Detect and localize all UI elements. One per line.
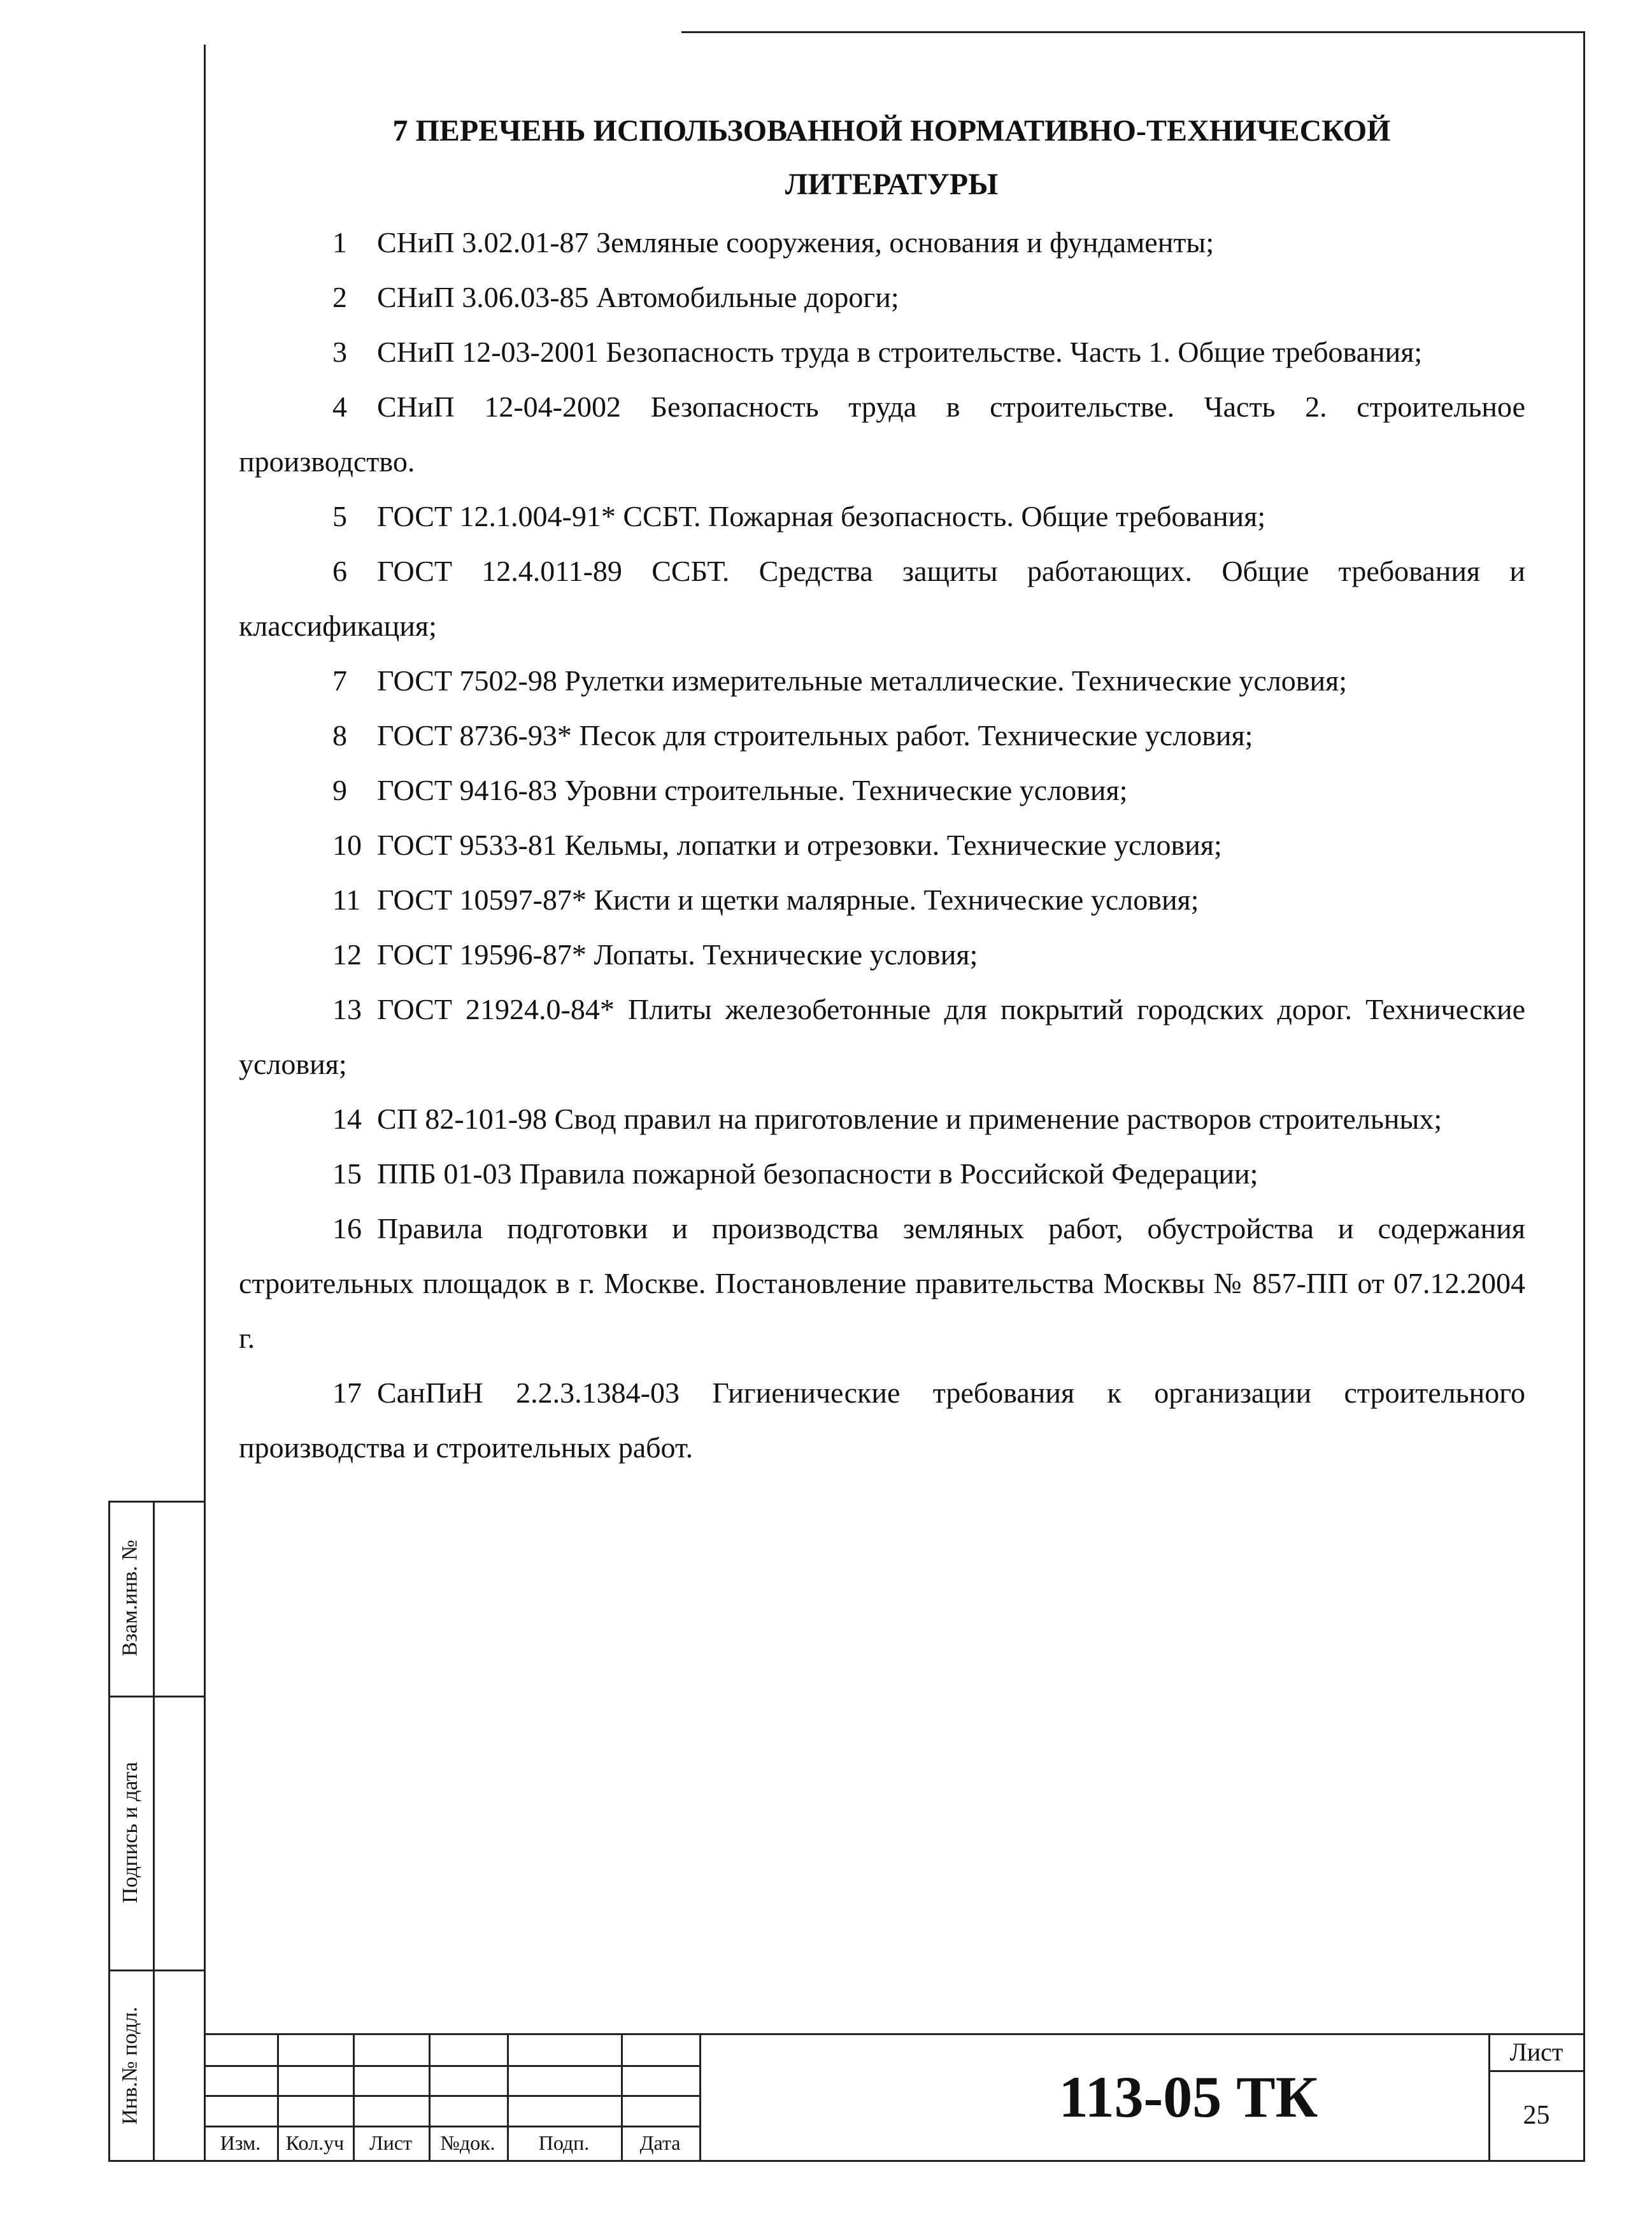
list-item — [239, 544, 1525, 654]
column-quantity: Кол.уч — [285, 2131, 345, 2154]
list-item — [239, 1366, 1525, 1475]
item-number: 13 — [332, 993, 362, 1026]
list-item — [239, 763, 1525, 818]
signature-date-label: Подпись и дата — [118, 1762, 142, 1903]
document-code: 113-05 ТК — [1058, 2064, 1318, 2129]
item-text: ГОСТ 9533-81 Кельмы, лопатки и отрезовки. Технические условия; — [377, 829, 1222, 861]
item-number: 16 — [332, 1212, 362, 1245]
item-number: 17 — [332, 1376, 362, 1409]
item-text: СанПиН 2.2.3.1384-03 Гигиенические требования к организации строительного производства и строительных работ. — [239, 1376, 1525, 1464]
frame-bottom-line — [108, 2160, 1584, 2162]
item-number: 6 — [332, 555, 347, 587]
frame-left-line — [204, 45, 206, 2161]
references-list — [239, 215, 1525, 1475]
sheet-number: 25 — [1523, 2100, 1550, 2130]
item-number: 1 — [332, 226, 347, 259]
item-text: ГОСТ 21924.0-84* Плиты железобетонные для покрытий городских дорог. Технические условия; — [239, 993, 1525, 1080]
item-number: 15 — [332, 1157, 362, 1190]
item-number: 5 — [332, 500, 347, 533]
list-item — [239, 873, 1525, 927]
item-text: ГОСТ 19596-87* Лопаты. Технические условия; — [377, 938, 978, 971]
column-change: Изм. — [220, 2131, 261, 2154]
list-item — [239, 708, 1525, 763]
column-date: Дата — [639, 2131, 681, 2154]
item-text: ГОСТ 12.1.004-91* ССБТ. Пожарная безопасность. Общие требования; — [377, 500, 1266, 533]
item-text: ГОСТ 9416-83 Уровни строительные. Технические условия; — [377, 774, 1128, 806]
column-doc-number: №док. — [440, 2131, 495, 2154]
item-number: 14 — [332, 1103, 362, 1135]
item-text: ППБ 01-03 Правила пожарной безопасности в Российской Федерации; — [377, 1157, 1258, 1190]
item-number: 10 — [332, 829, 362, 861]
item-text: СП 82-101-98 Свод правил на приготовление и применение растворов строительных; — [377, 1103, 1442, 1135]
item-text: ГОСТ 12.4.011-89 ССБТ. Средства защиты работающих. Общие требования и классификация; — [239, 555, 1525, 642]
item-number: 8 — [332, 719, 347, 752]
item-number: 12 — [332, 938, 362, 971]
list-item — [239, 325, 1525, 380]
list-item — [239, 215, 1525, 270]
frame-top-line — [681, 31, 1584, 33]
list-item — [239, 818, 1525, 873]
column-sheet: Лист — [369, 2131, 412, 2154]
section-heading: 7 ПЕРЕЧЕНЬ ИСПОЛЬЗОВАННОЙ НОРМАТИВНО-ТЕХНИЧЕСКОЙ — [392, 114, 1391, 148]
item-text: Правила подготовки и производства земляных работ, обустройства и содержания строительных площадок в г. Москве. Постановление правительства Москвы № 857-ПП от 07.12.2004 г. — [239, 1212, 1525, 1354]
list-item — [239, 1147, 1525, 1201]
sheet-label: Лист — [1509, 2037, 1563, 2066]
list-item — [239, 489, 1525, 544]
item-number: 7 — [332, 664, 347, 697]
column-signature: Подп. — [538, 2131, 590, 2154]
item-number: 11 — [332, 883, 361, 916]
list-item — [239, 1092, 1525, 1147]
list-item — [239, 270, 1525, 325]
item-text: СНиП 3.02.01-87 Земляные сооружения, основания и фундаменты; — [377, 226, 1214, 259]
item-text: СНиП 12-04-2002 Безопасность труда в строительстве. Часть 2. строительное производство. — [239, 390, 1525, 478]
list-item — [239, 380, 1525, 489]
item-text: СНиП 3.06.03-85 Автомобильные дороги; — [377, 281, 899, 313]
item-text: ГОСТ 8736-93* Песок для строительных работ. Технические условия; — [377, 719, 1253, 752]
item-number: 9 — [332, 774, 347, 806]
list-item — [239, 927, 1525, 982]
frame-right-line — [1583, 31, 1585, 2162]
side-stamp — [108, 1501, 204, 2161]
item-number: 3 — [332, 336, 347, 368]
list-item — [239, 1201, 1525, 1366]
replaced-inventory-label: Взам.инв. № — [118, 1540, 143, 1657]
original-inventory-label: Инв.№ подл. — [118, 2006, 143, 2125]
item-number: 4 — [332, 390, 347, 423]
item-text: ГОСТ 7502-98 Рулетки измерительные металлические. Технические условия; — [377, 664, 1348, 697]
item-text: ГОСТ 10597-87* Кисти и щетки малярные. Технические условия; — [377, 883, 1199, 916]
section-heading-continued: ЛИТЕРАТУРЫ — [785, 168, 999, 201]
list-item — [239, 654, 1525, 708]
list-item — [239, 982, 1525, 1092]
item-text: СНиП 12-03-2001 Безопасность труда в строительстве. Часть 1. Общие требования; — [377, 336, 1423, 368]
item-number: 2 — [332, 281, 347, 313]
title-block — [204, 2033, 1584, 2160]
